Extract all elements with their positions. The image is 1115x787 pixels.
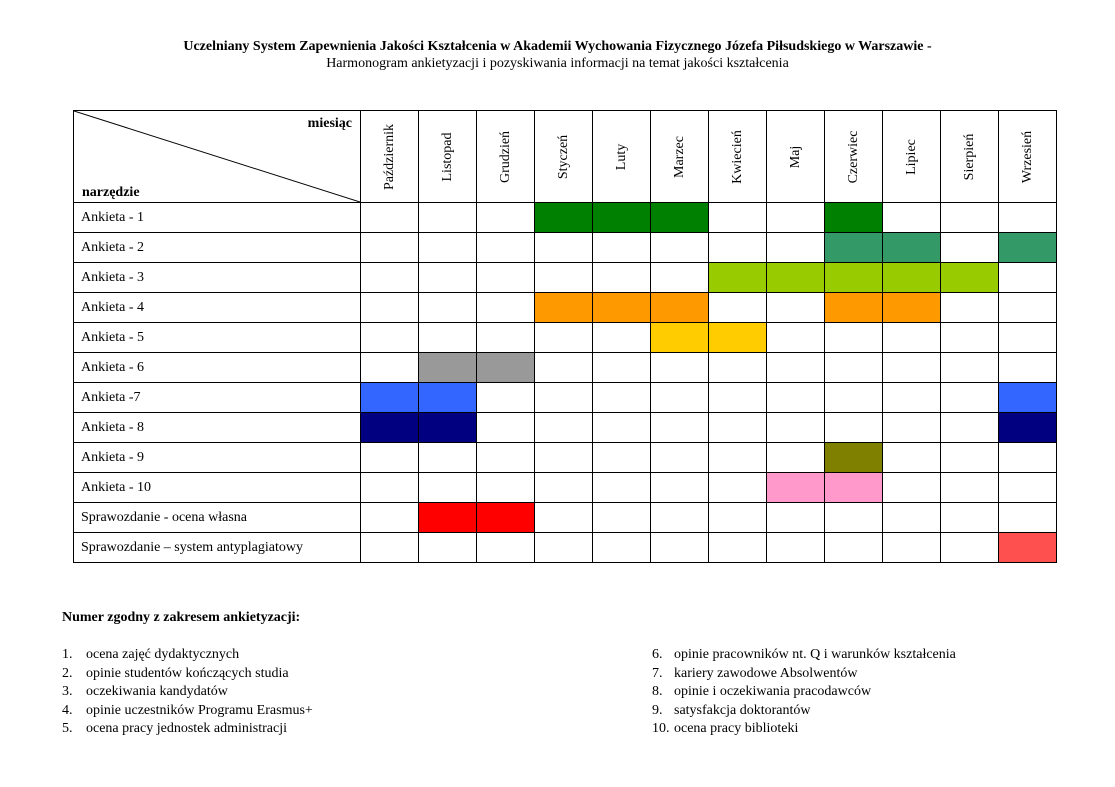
schedule-cell	[651, 353, 709, 383]
schedule-cell	[767, 323, 825, 353]
legend-list-left	[62, 646, 313, 739]
legend-item	[652, 646, 956, 665]
schedule-cell	[883, 533, 941, 563]
legend-item	[652, 720, 956, 739]
schedule-cell	[477, 263, 535, 293]
schedule-cell	[883, 473, 941, 503]
legend-text: opinie pracowników nt. Q i warunków kształcenia	[674, 647, 956, 662]
month-header-row	[74, 111, 1057, 203]
schedule-cell-active	[535, 293, 593, 323]
table-row	[74, 533, 1057, 563]
row-label: Ankieta - 3	[74, 263, 361, 293]
schedule-cell	[883, 443, 941, 473]
legend-item	[652, 683, 956, 702]
schedule-cell	[477, 293, 535, 323]
schedule-cell	[593, 233, 651, 263]
legend-text: opinie studentów kończących studia	[86, 665, 289, 681]
schedule-cell-active	[593, 293, 651, 323]
month-label: Luty	[613, 143, 629, 170]
schedule-cell	[361, 473, 419, 503]
legend-item	[62, 702, 313, 721]
schedule-cell-active	[651, 323, 709, 353]
month-header	[419, 111, 477, 203]
schedule-cell	[883, 413, 941, 443]
schedule-cell	[361, 353, 419, 383]
schedule-cell	[709, 383, 767, 413]
schedule-cell	[361, 323, 419, 353]
schedule-cell-active	[419, 503, 477, 533]
month-label: Czerwiec	[845, 130, 861, 183]
row-label: Ankieta - 2	[74, 233, 361, 263]
schedule-cell	[419, 203, 477, 233]
legend-text: kariery zawodowe Absolwentów	[674, 665, 858, 681]
schedule-cell-active	[477, 503, 535, 533]
month-header	[825, 111, 883, 203]
legend-number: 7.	[652, 665, 663, 681]
schedule-cell	[593, 353, 651, 383]
schedule-cell-active	[883, 263, 941, 293]
schedule-cell	[651, 233, 709, 263]
legend-number: 5.	[62, 721, 73, 736]
row-label: Ankieta -7	[74, 383, 361, 413]
schedule-cell	[535, 233, 593, 263]
corner-label-month: miesiąc	[307, 116, 352, 131]
schedule-cell	[535, 443, 593, 473]
table-row	[74, 503, 1057, 533]
table-row	[74, 323, 1057, 353]
row-label: Sprawozdanie – system antyplagiatowy	[74, 533, 361, 563]
legend-text: satysfakcja doktorantów	[674, 702, 811, 718]
schedule-cell	[651, 473, 709, 503]
schedule-cell	[477, 443, 535, 473]
legend-text: opinie uczestników Programu Erasmus+	[86, 702, 313, 718]
legend-item	[62, 646, 313, 665]
legend-number: 6.	[652, 647, 663, 662]
schedule-cell	[593, 473, 651, 503]
schedule-cell	[709, 413, 767, 443]
schedule-cell	[361, 443, 419, 473]
month-header	[767, 111, 825, 203]
schedule-cell	[477, 473, 535, 503]
schedule-cell	[767, 233, 825, 263]
schedule-cell	[767, 533, 825, 563]
schedule-cell-active	[825, 443, 883, 473]
month-label: Marzec	[671, 135, 687, 178]
legend-number: 2.	[62, 665, 73, 681]
schedule-cell	[593, 383, 651, 413]
schedule-cell	[883, 323, 941, 353]
schedule-cell	[651, 443, 709, 473]
schedule-cell	[593, 323, 651, 353]
table-row	[74, 473, 1057, 503]
schedule-cell-active	[999, 413, 1057, 443]
legend-text: oczekiwania kandydatów	[86, 684, 228, 699]
schedule-cell-active	[999, 533, 1057, 563]
schedule-cell-active	[651, 203, 709, 233]
schedule-cell	[999, 323, 1057, 353]
schedule-cell	[999, 293, 1057, 323]
schedule-cell	[999, 353, 1057, 383]
title-line-2: Harmonogram ankietyzacji i pozyskiwania informacji na temat jakości kształcenia	[326, 56, 789, 71]
row-label: Ankieta - 6	[74, 353, 361, 383]
legend-number: 4.	[62, 702, 73, 718]
schedule-cell	[419, 293, 477, 323]
table-row	[74, 203, 1057, 233]
legend-item	[62, 683, 313, 702]
schedule-cell	[535, 323, 593, 353]
title-line-1: Uczelniany System Zapewnienia Jakości Kształcenia w Akademii Wychowania Fizycznego Józefa Piłsudskiego w Warszawie -	[183, 39, 932, 54]
schedule-cell	[477, 533, 535, 563]
schedule-cell	[651, 503, 709, 533]
schedule-cell	[419, 263, 477, 293]
schedule-cell	[419, 533, 477, 563]
schedule-cell	[535, 503, 593, 533]
schedule-cell	[999, 263, 1057, 293]
schedule-cell-active	[361, 413, 419, 443]
row-label: Ankieta - 10	[74, 473, 361, 503]
row-label: Ankieta - 8	[74, 413, 361, 443]
legend-text: ocena pracy jednostek administracji	[86, 721, 287, 736]
schedule-cell	[883, 383, 941, 413]
month-label: Wrzesień	[1019, 130, 1035, 183]
schedule-cell-active	[825, 203, 883, 233]
month-header	[593, 111, 651, 203]
schedule-cell	[477, 413, 535, 443]
legend-text: ocena zajęć dydaktycznych	[86, 647, 240, 662]
month-header	[883, 111, 941, 203]
schedule-cell	[419, 233, 477, 263]
schedule-cell	[593, 503, 651, 533]
schedule-cell-active	[593, 203, 651, 233]
schedule-cell	[825, 413, 883, 443]
month-label: Listopad	[439, 132, 455, 181]
schedule-cell-active	[419, 413, 477, 443]
schedule-cell	[825, 503, 883, 533]
schedule-cell-active	[651, 293, 709, 323]
month-header	[361, 111, 419, 203]
month-header	[535, 111, 593, 203]
schedule-cell	[941, 533, 999, 563]
legend-number: 1.	[62, 647, 73, 662]
schedule-cell	[767, 413, 825, 443]
schedule-cell	[941, 383, 999, 413]
schedule-cell-active	[883, 293, 941, 323]
schedule-cell	[883, 503, 941, 533]
month-label: Grudzień	[497, 130, 513, 183]
schedule-cell	[767, 353, 825, 383]
row-label: Ankieta - 1	[74, 203, 361, 233]
schedule-cell	[361, 203, 419, 233]
legend-number: 8.	[652, 684, 663, 699]
month-header	[651, 111, 709, 203]
schedule-cell	[535, 263, 593, 293]
schedule-cell	[535, 413, 593, 443]
month-label: Maj	[787, 145, 803, 168]
row-label: Ankieta - 5	[74, 323, 361, 353]
month-label: Sierpień	[961, 133, 977, 180]
month-label: Lipiec	[903, 138, 919, 175]
schedule-cell-active	[535, 203, 593, 233]
schedule-cell-active	[361, 383, 419, 413]
schedule-cell	[999, 443, 1057, 473]
schedule-cell-active	[999, 233, 1057, 263]
table-row	[74, 263, 1057, 293]
month-label: Styczeń	[555, 134, 571, 179]
schedule-cell	[767, 383, 825, 413]
schedule-cell-active	[419, 353, 477, 383]
schedule-cell-active	[767, 263, 825, 293]
schedule-cell	[651, 263, 709, 293]
schedule-cell-active	[825, 293, 883, 323]
row-label: Ankieta - 4	[74, 293, 361, 323]
schedule-cell	[651, 383, 709, 413]
table-row	[74, 383, 1057, 413]
schedule-cell	[825, 353, 883, 383]
legend-item	[62, 665, 313, 684]
schedule-cell	[767, 503, 825, 533]
schedule-cell	[593, 413, 651, 443]
corner-label-tool: narzędzie	[82, 185, 140, 200]
month-label: Październik	[381, 123, 397, 190]
schedule-cell	[535, 383, 593, 413]
schedule-cell	[535, 473, 593, 503]
schedule-cell	[535, 533, 593, 563]
schedule-cell	[767, 443, 825, 473]
table-row	[74, 443, 1057, 473]
schedule-cell	[999, 203, 1057, 233]
schedule-cell	[419, 473, 477, 503]
schedule-cell	[941, 293, 999, 323]
legend-title: Numer zgodny z zakresem ankietyzacji:	[62, 610, 301, 625]
schedule-cell-active	[709, 263, 767, 293]
schedule-table	[73, 110, 1057, 563]
month-header	[941, 111, 999, 203]
schedule-cell	[709, 443, 767, 473]
legend-list-right	[652, 646, 956, 739]
schedule-cell	[419, 323, 477, 353]
legend-item	[652, 665, 956, 684]
schedule-cell	[883, 353, 941, 383]
schedule-cell	[941, 323, 999, 353]
document-title	[0, 38, 1115, 72]
month-header	[999, 111, 1057, 203]
month-label: Kwiecień	[729, 129, 745, 184]
schedule-cell	[651, 413, 709, 443]
schedule-cell	[767, 293, 825, 323]
legend-text: ocena pracy biblioteki	[674, 721, 799, 736]
schedule-cell	[825, 323, 883, 353]
schedule-cell	[361, 263, 419, 293]
month-header	[477, 111, 535, 203]
legend-number: 9.	[652, 702, 663, 718]
schedule-cell	[651, 533, 709, 563]
schedule-cell	[941, 473, 999, 503]
schedule-cell	[825, 383, 883, 413]
legend-item	[62, 720, 313, 739]
schedule-cell-active	[941, 263, 999, 293]
schedule-cell	[941, 233, 999, 263]
schedule-cell	[941, 353, 999, 383]
schedule-cell-active	[825, 233, 883, 263]
schedule-cell-active	[825, 473, 883, 503]
schedule-cell-active	[767, 473, 825, 503]
schedule-cell-active	[825, 263, 883, 293]
table-row	[74, 233, 1057, 263]
schedule-cell	[477, 383, 535, 413]
schedule-cell	[361, 233, 419, 263]
schedule-cell	[361, 293, 419, 323]
schedule-cell	[941, 443, 999, 473]
month-header	[709, 111, 767, 203]
schedule-cell	[941, 503, 999, 533]
schedule-cell	[477, 233, 535, 263]
schedule-cell	[709, 293, 767, 323]
schedule-cell	[361, 503, 419, 533]
schedule-cell	[999, 473, 1057, 503]
schedule-cell	[999, 503, 1057, 533]
schedule-cell	[709, 203, 767, 233]
schedule-cell	[941, 203, 999, 233]
schedule-cell	[941, 413, 999, 443]
schedule-cell-active	[999, 383, 1057, 413]
schedule-cell-active	[883, 233, 941, 263]
schedule-cell	[709, 233, 767, 263]
schedule-cell	[419, 443, 477, 473]
schedule-cell	[709, 533, 767, 563]
row-label: Sprawozdanie - ocena własna	[74, 503, 361, 533]
schedule-cell	[825, 533, 883, 563]
schedule-cell	[535, 353, 593, 383]
legend-item	[652, 702, 956, 721]
schedule-cell-active	[477, 353, 535, 383]
schedule-cell	[477, 203, 535, 233]
schedule-cell	[361, 533, 419, 563]
legend-number: 3.	[62, 684, 73, 699]
schedule-cell	[709, 353, 767, 383]
schedule-cell-active	[709, 323, 767, 353]
row-label: Ankieta - 9	[74, 443, 361, 473]
legend-text: opinie i oczekiwania pracodawców	[674, 684, 872, 699]
schedule-cell	[593, 443, 651, 473]
table-row	[74, 293, 1057, 323]
schedule-cell	[477, 323, 535, 353]
schedule-cell	[883, 203, 941, 233]
schedule-cell-active	[419, 383, 477, 413]
schedule-cell	[709, 503, 767, 533]
table-row	[74, 353, 1057, 383]
schedule-cell	[709, 473, 767, 503]
corner-cell	[74, 111, 361, 203]
schedule-cell	[593, 263, 651, 293]
schedule-cell	[593, 533, 651, 563]
table-row	[74, 413, 1057, 443]
schedule-cell	[767, 203, 825, 233]
legend-number: 10.	[652, 721, 670, 736]
